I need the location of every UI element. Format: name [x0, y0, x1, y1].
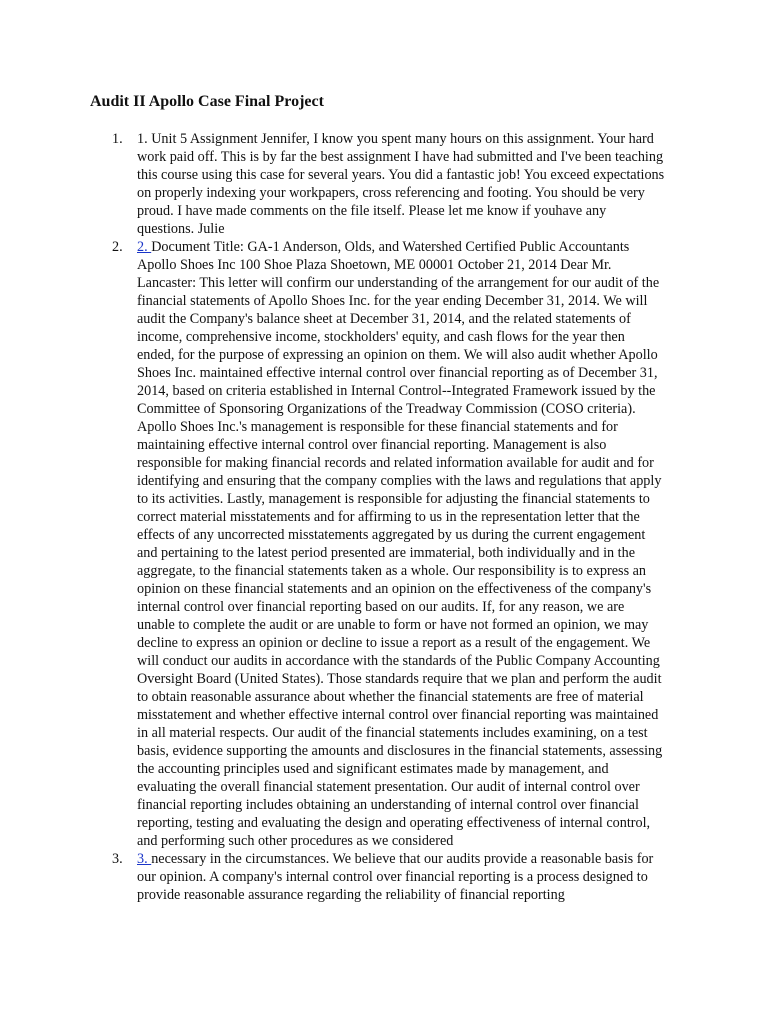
list-item-text: Document Title: GA-1 Anderson, Olds, and Watershed Certified Public Accountants Apollo Shoes Inc 100 Shoe Plaza Shoetown, ME 00001 October 21, 2014 Dear Mr. Lancaster: This letter will confirm our understanding of the arrangement for our audit of the financial statements of Apollo Shoes Inc. for the year ending December 31, 2014. We will audit the Company's balance sheet at December 31, 2014, and the related statements of income, comprehensive income, stockholders' equity, and cash flows for the year then ended, for the purpose of expressing an opinion on them. We will also audit whether Apollo Shoes Inc. maintained effective internal control over financial reporting as of December 31, 2014, based on criteria established in Internal Control--Integrated Framework issued by the Committee of Sponsoring Organizations of the Treadway Commission (COSO criteria). Apollo Shoes Inc.'s management is responsible for these financial statements and for maintaining effective internal control over financial reporting. Management is also responsible for making financial records and related information available for audit and for identifying and ensuring that the company complies with the laws and regulations that apply to its activities. Lastly, management is responsible for adjusting the financial statements to correct material misstatements and for affirming to us in the representation letter that the effects of any uncorrected misstatements aggregated by us during the current engagement and pertaining to the latest period presented are immaterial, both individually and in the aggregate, to the financial statements taken as a whole. Our responsibility is to express an opinion on these financial statements and an opinion on the effectiveness of the company's internal control over financial reporting based on our audits. If, for any reason, we are unable to complete the audit or are unable to form or have not formed an opinion, we may decline to express an opinion or decline to issue a report as a result of the engagement. We will conduct our audits in accordance with the standards of the Public Company Accounting Oversight Board (United States). Those standards require that we plan and perform the audit to obtain reasonable assurance about whether the financial statements are free of material misstatement and whether effective internal control over financial reporting was maintained in all material respects. Our audit of the financial statements includes examining, on a test basis, evidence supporting the amounts and disclosures in the financial statements, assessing the accounting principles used and significant estimates made by management, and evaluating the overall financial statement presentation. Our audit of internal control over financial reporting includes obtaining an understanding of internal control over financial reporting, testing and evaluating the design and operating effectiveness of internal control, and performing such other procedures as we considered — [137, 239, 663, 849]
document-item-list — [112, 130, 665, 904]
list-item-1 — [112, 130, 665, 238]
list-item-text: 1. Unit 5 Assignment Jennifer, I know you spent many hours on this assignment. Your hard work paid off. This is by far the best assignment I have had submitted and I've been teaching this course using this case for several years. You did a fantastic job! You exceed expectations on properly indexing your workpapers, cross referencing and footing. You should be very proud. I have made comments on the file itself. Please let me know if youhave any questions. Julie — [137, 131, 665, 237]
list-item-text: necessary in the circumstances. We believe that our audits provide a reasonable basis for our opinion. A company's internal control over financial reporting is a process designed to provide reasonable assurance regarding the reliability of financial reporting — [137, 851, 654, 903]
list-item-number: 3. — [112, 851, 123, 867]
page-anchor-link-3[interactable]: 3. — [137, 851, 152, 867]
list-item-3 — [112, 850, 665, 904]
document-title: Audit II Apollo Case Final Project — [90, 93, 324, 110]
list-item-number: 2. — [112, 239, 123, 255]
list-item-number: 1. — [112, 131, 123, 147]
list-item-2 — [112, 238, 665, 850]
page-anchor-link-2[interactable]: 2. — [137, 239, 152, 255]
